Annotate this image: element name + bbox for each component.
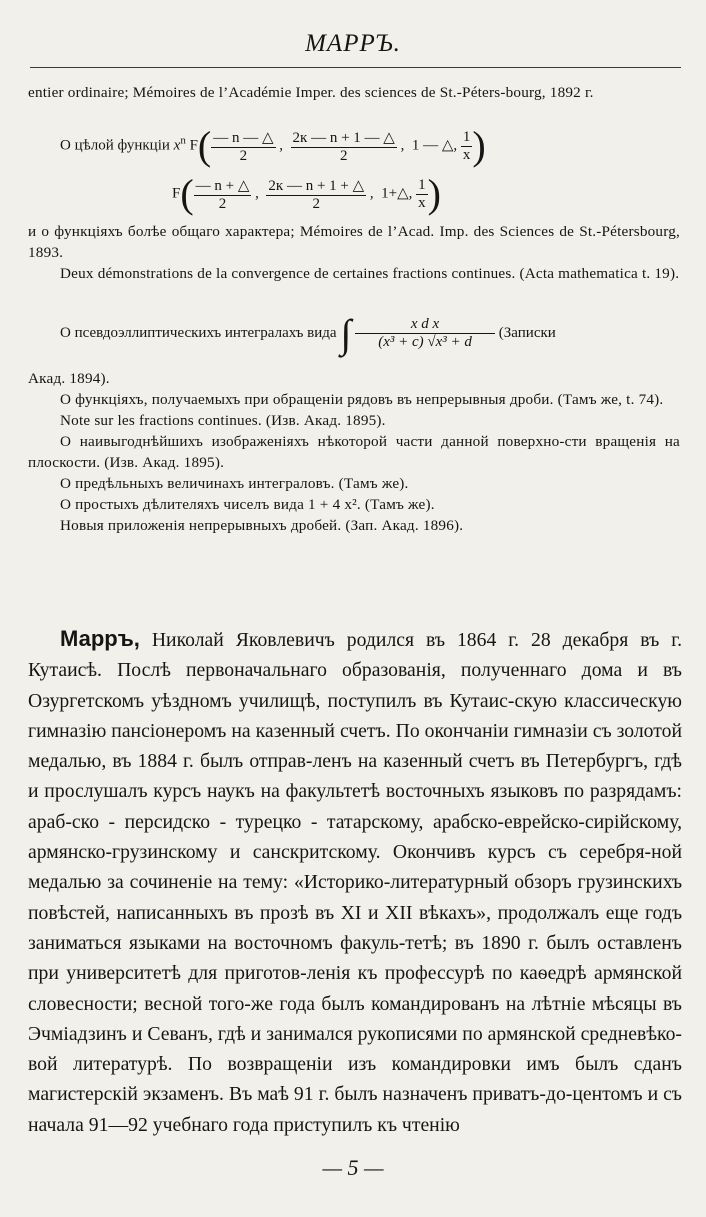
formula-fraction: $\frac{\text{x d x}}{\text{(x³ + c) √x³ + d}}$ [355,316,495,351]
publication-list-top [28,82,680,103]
formula-fraction: $\frac{1}{x}$ [462,128,471,163]
formula-hypergeometric-1: О цѣлой функціи $x^n$ F( $\frac{— n — \triangle}{2}$ , $\frac{2к — n + 1 — \triangle}{2}$ , 1 — △, $\frac{1}{x}$ ) [60,123,486,168]
formula-var: x [173,137,181,154]
formula-hypergeometric-2: F( $\frac{— n + \triangle}{2}$ , $\frac{2к — n + 1 + \triangle}{2}$ , 1+△, $\frac{1}{x}$ ) [172,171,441,216]
formula-term: 1 — △, [411,137,458,154]
biography-name: Марръ, [60,626,140,651]
publication-entry: О предѣльныхъ величинахъ интеграловъ. (Тамъ же). [60,475,409,492]
publication-entry: entier ordinaire; Mémoires de l’Académie Imper. des sciences de St.-Péters-bourg, 1892 г. [28,84,594,101]
publication-list-bottom [28,368,680,536]
formula-fraction: $\frac{2к — n + 1 + \triangle}{2}$ [268,177,365,212]
formula-exponent: n [180,134,186,147]
formula-fraction: $\frac{— n + \triangle}{2}$ [195,177,250,212]
publication-entry: Новыя приложенія непрерывныхъ дробей. (Зап. Акад. 1896). [60,517,464,534]
formula-label: О псевдоэллиптическихъ интегралахъ вида [60,324,337,341]
formula-fraction: $\frac{1}{x}$ [418,176,426,211]
formula-label: О цѣлой функціи [60,137,170,154]
publication-entry: О простыхъ дѣлителяхъ чиселъ вида 1 + 4 x². (Тамъ же). [60,496,435,513]
formula-term: 1+△, [381,185,413,202]
formula-function: F [189,137,198,154]
publication-entry: Deux démonstrations de la convergence de certaines fractions continues. (Acta mathematica t. 19). [60,265,680,282]
biography-paragraph [28,624,682,1140]
page-number: — 5 — [322,1155,384,1180]
formula-function: F [172,185,181,202]
publication-entry: Note sur les fractions continues. (Изв. Акад. 1895). [60,412,386,429]
integral-sign: ∫ [340,311,352,356]
header-rule [30,67,681,68]
formula-fraction: $\frac{2к — n + 1 — \triangle}{2}$ [292,129,395,164]
biography-text: Николай Яковлевичъ родился въ 1864 г. 28 декабря въ г. Кутаисѣ. Послѣ первоначальнаго образованія, полученнаго дома и въ Озургетскомъ уѣздномъ училищѣ, поступилъ въ Кутаис-скую классическую гимназію пансіонеромъ на казенный счетъ. По окончаніи гимназіи съ золотой медалью, въ 1884 г. былъ отправ-ленъ на казенный счетъ въ Петербургъ, гдѣ и прослушалъ курсъ наукъ на факультетѣ восточныхъ языковъ по разрядамъ: араб-ско - персидско - турецко - татарскому, арабско-еврейско-сирійскому, армянско-грузинскому и санскритскому. Окончивъ курсъ съ серебря-ной медалью за сочиненіе на тему: «Историко-литературный обзоръ грузинскихъ повѣстей, написанныхъ въ прозѣ въ XI и XII вѣкахъ», продолжалъ еще годъ заниматься языками на восточномъ факуль-тетѣ; въ 1890 г. былъ оставленъ при университетѣ для приготов-ленія къ профессурѣ по каѳедрѣ армянской словесности; весной того-же года былъ командированъ на лѣтніе мѣсяцы въ Эчміадзинъ и Севанъ, гдѣ и занимался рукописями по армянской средневѣко-вой литературѣ. По возвращеніи изъ командировки имъ былъ сданъ магистерскій экзаменъ. Въ маѣ 91 г. былъ назначенъ приватъ-до-центомъ и съ начала 91—92 учебнаго года приступилъ къ чтенію [28,629,682,1136]
running-header: МАРРЪ. [305,30,401,57]
publication-entry: Акад. 1894). [28,370,110,387]
publication-entry: и о функціяхъ болѣе общаго характера; Mémoires de l’Acad. Imp. des Sciences de St.-Pétersbourg, 1893. [28,223,680,261]
formula-after: (Записки [498,324,556,341]
formula-integral [60,310,685,357]
biography-section [28,624,682,1140]
publication-entry: О функціяхъ, получаемыхъ при обращеніи рядовъ въ непрерывныя дроби. (Тамъ же, t. 74). [60,391,664,408]
publication-entry: О наивыгоднѣйшихъ изображеніяхъ нѣкоторой части данной поверхно-сти вращенія на плоскости. (Изв. Акад. 1895). [28,433,680,471]
formula-fraction: $\frac{— n — \triangle}{2}$ [213,129,274,164]
publication-list-mid [28,221,680,284]
